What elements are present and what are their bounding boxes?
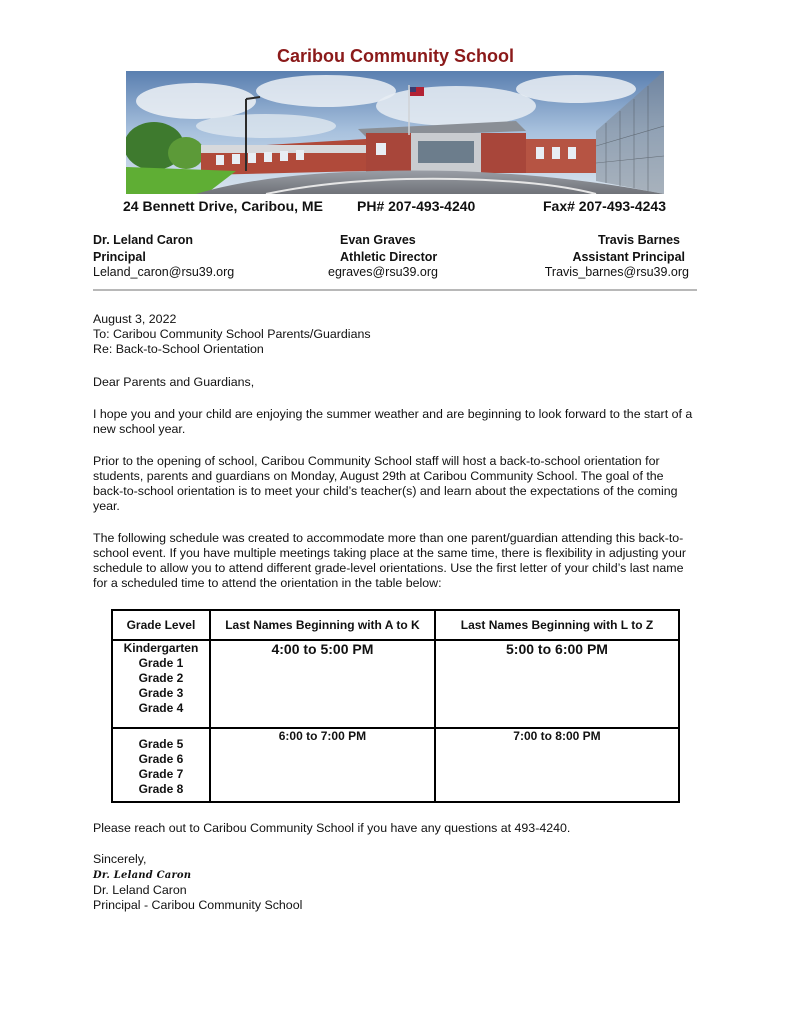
grade-label: Kindergarten <box>123 641 199 655</box>
grade-label: Grade 4 <box>138 701 184 715</box>
staff-title-principal: Principal <box>93 250 146 264</box>
table-row <box>112 728 679 802</box>
table-row <box>112 640 679 728</box>
school-building-photo <box>126 71 664 194</box>
letter-paragraph-3: The following schedule was created to accommodate more than one parent/guardian attending this back-to-school event. If you have multiple meetings taking place at the same time, there is flexibility in adjusting your schedule to allow you to attend different grade-level orientations. Use the first letter of your child’s last name for a scheduled time to attend the orientation in the table below: <box>93 531 686 590</box>
school-fax: Fax# 207-493-4243 <box>543 198 666 214</box>
school-phone: PH# 207-493-4240 <box>357 198 476 214</box>
letter-date: August 3, 2022 <box>93 312 177 326</box>
signer-name: Dr. Leland Caron <box>93 883 187 897</box>
time-slot-l-to-z: 5:00 to 6:00 PM <box>435 640 679 728</box>
staff-email-assistant-principal[interactable]: Travis_barnes@rsu39.org <box>544 265 689 279</box>
grade-label: Grade 6 <box>138 752 184 766</box>
header-divider <box>93 289 697 291</box>
grade-list <box>112 728 210 802</box>
signer-title: Principal - Caribou Community School <box>93 898 303 912</box>
staff-title-assistant-principal: Assistant Principal <box>572 250 685 264</box>
school-address: 24 Bennett Drive, Caribou, ME <box>123 198 323 214</box>
staff-email-athletic-director[interactable]: egraves@rsu39.org <box>328 265 438 279</box>
header-grade-level: Grade Level <box>112 610 210 640</box>
grade-label: Grade 1 <box>138 656 184 670</box>
letter-subject: Re: Back-to-School Orientation <box>93 342 264 356</box>
letter-closing: Sincerely, <box>93 852 147 866</box>
grade-list <box>112 640 210 728</box>
staff-name-assistant-principal: Travis Barnes <box>598 233 680 247</box>
school-title: Caribou Community School <box>276 46 514 66</box>
time-slot-l-to-z: 7:00 to 8:00 PM <box>435 728 679 802</box>
header-a-to-k: Last Names Beginning with A to K <box>210 610 435 640</box>
time-slot-a-to-k: 4:00 to 5:00 PM <box>210 640 435 728</box>
letter-paragraph-4: Please reach out to Caribou Community School if you have any questions at 493-4240. <box>93 821 571 835</box>
signature: Dr. Leland Caron <box>93 870 192 881</box>
time-slot-a-to-k: 6:00 to 7:00 PM <box>210 728 435 802</box>
grade-label: Grade 3 <box>138 686 184 700</box>
staff-name-athletic-director: Evan Graves <box>340 233 416 247</box>
grade-label: Grade 8 <box>138 782 184 796</box>
staff-name-principal: Dr. Leland Caron <box>93 233 194 247</box>
letter-paragraph-1: I hope you and your child are enjoying the summer weather and are beginning to look forward to the start of a new school year. <box>93 407 693 436</box>
grade-label: Grade 7 <box>138 767 184 781</box>
letter-salutation: Dear Parents and Guardians, <box>93 375 255 389</box>
table-header-row <box>112 610 679 640</box>
orientation-schedule-table <box>111 609 680 803</box>
header-l-to-z: Last Names Beginning with L to Z <box>435 610 679 640</box>
staff-title-athletic-director: Athletic Director <box>340 250 438 264</box>
staff-email-principal[interactable]: Leland_caron@rsu39.org <box>93 265 235 279</box>
grade-label: Grade 2 <box>138 671 184 685</box>
letter-paragraph-2: Prior to the opening of school, Caribou Community School staff will host a back-to-school orientation for students, parents and guardians on Monday, August 29th at Caribou Community School. The goal of the back-to-school orientation is to meet your child’s teacher(s) and learn about the expectations of the coming year. <box>93 454 678 513</box>
letter-recipient: To: Caribou Community School Parents/Guardians <box>93 327 371 341</box>
grade-label: Grade 5 <box>138 737 184 751</box>
